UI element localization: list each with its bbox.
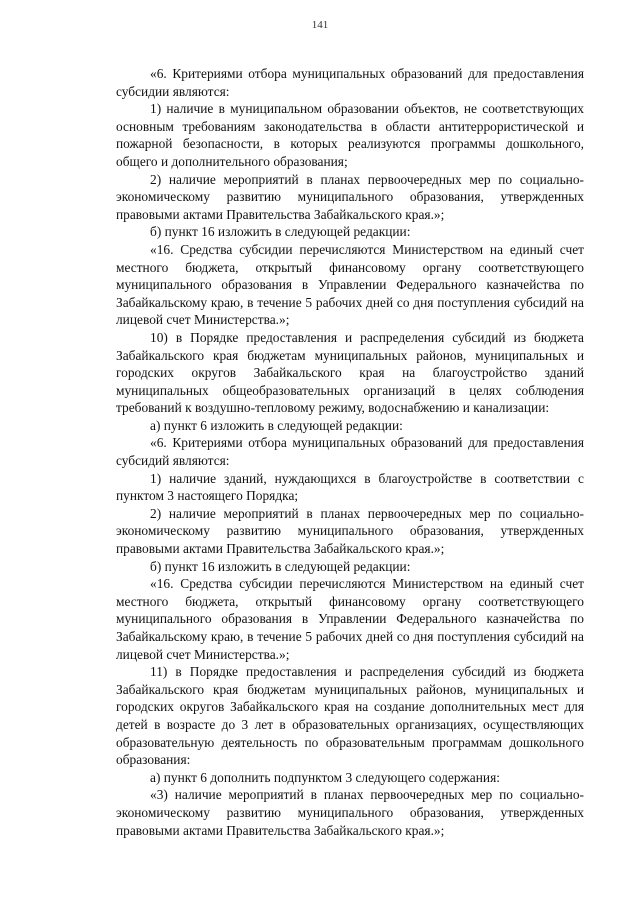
paragraph: 10) в Порядке предоставления и распределения субсидий из бюджета Забайкальского края бюджетам муниципальных районов, муниципальных и городских округов Забайкальского края на благоустройство зданий муниципальных общеобразовательных организаций в целях соблюдения требований к воздушно-тепловому режиму, водоснабжению и канализации: xyxy=(116,329,584,416)
paragraph: а) пункт 6 изложить в следующей редакции: xyxy=(150,417,403,433)
document-body xyxy=(116,65,584,839)
page-number: 141 xyxy=(311,19,329,31)
paragraph: а) пункт 6 дополнить подпунктом 3 следующего содержания: xyxy=(150,769,500,785)
paragraph: б) пункт 16 изложить в следующей редакции: xyxy=(150,558,411,574)
paragraph: «3) наличие мероприятий в планах первоочередных мер по социально-экономическому развитию муниципального образования, утвержденных правовыми актами Правительства Забайкальского края.»; xyxy=(116,787,584,838)
paragraph: б) пункт 16 изложить в следующей редакции: xyxy=(150,224,411,240)
paragraph: 1) наличие зданий, нуждающихся в благоустройстве в соответствии с пунктом 3 настоящего Порядка; xyxy=(116,470,584,504)
paragraph: 11) в Порядке предоставления и распределения субсидий из бюджета Забайкальского края бюджетам муниципальных районов, муниципальных и городских округов Забайкальского края на создание дополнительных мест для детей в возрасте до 3 лет в образовательных организациях, осуществляющих образовательную деятельность по образовательным программам дошкольного образования: xyxy=(116,664,584,768)
paragraph: «16. Средства субсидии перечисляются Министерством на единый счет местного бюджета, открытый финансовому органу соответствующего муниципального образования в Управлении Федерального казначейства по Забайкальскому краю, в течение 5 рабочих дней со дня поступления субсидий на лицевой счет Министерства.»; xyxy=(116,241,584,328)
paragraph: 1) наличие в муниципальном образовании объектов, не соответствующих основным требованиям законодательства в области антитеррористической и пожарной безопасности, в которых реализуются программы дошкольного, общего и дополнительного образования; xyxy=(116,101,584,169)
paragraph: 2) наличие мероприятий в планах первоочередных мер по социально-экономическому развитию муниципального образования, утвержденных правовыми актами Правительства Забайкальского края.»; xyxy=(116,505,584,557)
paragraph: 2) наличие мероприятий в планах первоочередных мер по социально-экономическому развитию муниципального образования, утвержденных правовыми актами Правительства Забайкальского края.»; xyxy=(116,171,584,222)
paragraph: «6. Критериями отбора муниципальных образований для предоставления субсидий являются: xyxy=(116,435,584,469)
paragraph: «6. Критериями отбора муниципальных образований для предоставления субсидии являются: xyxy=(116,66,584,99)
paragraph: «16. Средства субсидии перечисляются Министерством на единый счет местного бюджета, открытый финансовому органу соответствующего муниципального образования в Управлении Федерального казначейства по Забайкальскому краю, в течение 5 рабочих дней со дня поступления субсидий на лицевой счет Министерства.»; xyxy=(116,576,584,662)
